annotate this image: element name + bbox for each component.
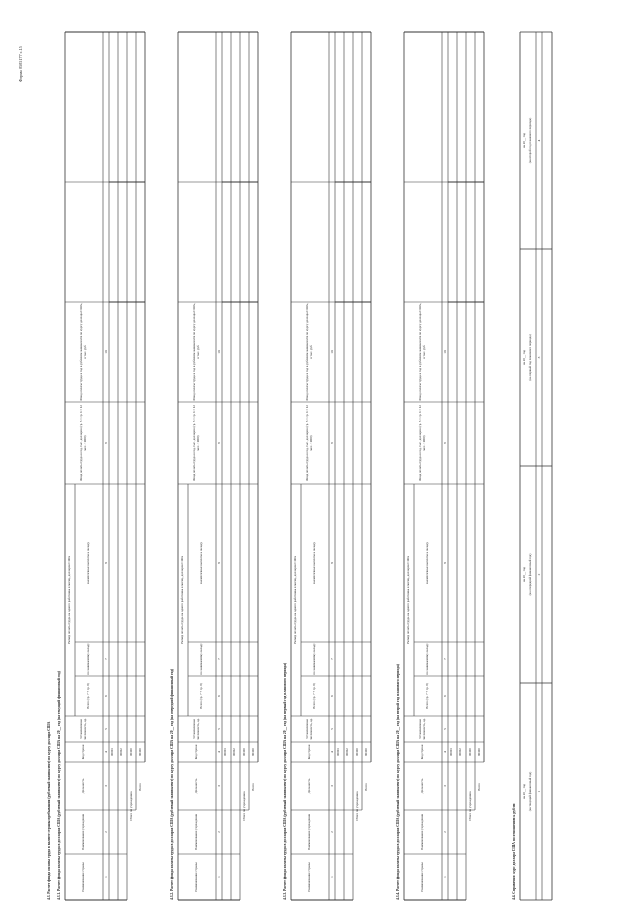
column-number: 9	[443, 442, 447, 444]
subtotal-code: 00100	[242, 748, 246, 756]
subtotal-label: Итого по учреждению	[468, 791, 472, 821]
column-header: Код строки	[194, 744, 199, 760]
column-number: 8	[217, 562, 221, 564]
column-header: Фонд оплаты труда в год в рублевом эквиваленте по курсу доллара США, в тыс. руб	[192, 303, 200, 401]
column-header: Должность	[307, 778, 312, 794]
column-header: ежемесячные выплаты к окладу	[86, 541, 91, 585]
column-number: 10	[443, 350, 447, 354]
exchange-year-header: на 20__ год	[522, 133, 526, 148]
column-number: 6	[330, 695, 334, 697]
column-number: 6	[443, 695, 447, 697]
column-number: 8	[330, 562, 334, 564]
column-number: 3	[443, 785, 447, 787]
column-header: Наименование страны	[194, 862, 199, 892]
exchange-column-number: 2	[537, 573, 541, 576]
column-number: 8	[104, 562, 108, 564]
column-number: 1	[217, 876, 221, 878]
column-header: Наименование учреждения	[81, 814, 86, 850]
column-header: по занимаемому окладу	[312, 643, 317, 675]
column-number: 4	[217, 751, 221, 753]
row-code: 00002	[345, 748, 349, 756]
section-title: 4.3.4. Расчет фонда оплаты труда в долларах США (рублевый эквивалент) по курсу доллара США на 20__ год (на второй год планового периода)	[396, 664, 400, 900]
column-header: Код строки	[307, 744, 312, 760]
column-header: по занимаемому окладу	[425, 643, 430, 675]
column-number: 6	[217, 695, 221, 697]
span-header: Размер оплаты труда на одного работника в месяц, долларов США	[180, 556, 185, 644]
total-code: 90100	[477, 748, 481, 756]
column-header: Наименование учреждения	[420, 814, 425, 850]
exchange-year-header: на 20__ год	[522, 567, 526, 582]
total-code: 90100	[138, 748, 142, 756]
column-number: 5	[104, 728, 108, 730]
row-code: 00002	[458, 748, 462, 756]
column-number: 2	[104, 831, 108, 833]
exchange-title: 4.4. Справочно: курс доллара США по отношению к рублю	[512, 803, 516, 900]
subtotal-code: 00100	[355, 748, 359, 756]
form-code: Форма 0505177 с.15	[18, 46, 23, 82]
exchange-period-label: (на текущий финансовый год)	[528, 771, 532, 812]
exchange-column-number: 1	[537, 790, 541, 793]
column-number: 10	[217, 350, 221, 354]
main-heading: 4.3. Расчет фонда оплаты труда в валюте страны пребывания (рублевый эквивалент) по курсу доллара США	[47, 721, 51, 900]
column-header: Фонд оплаты труда в год в рублевом эквиваленте по курсу доллара США, в тыс. руб	[79, 303, 87, 401]
span-header: Размер оплаты труда на одного работника в месяц, долларов США	[293, 556, 298, 644]
column-header: ежемесячные выплаты к окладу	[425, 541, 430, 585]
column-number: 7	[443, 658, 447, 660]
column-number: 10	[330, 350, 334, 354]
column-number: 3	[330, 785, 334, 787]
column-header: Фонд оплаты труда в год в рублевом эквиваленте по курсу доллара США, в тыс. руб	[305, 303, 313, 401]
column-header: Наименование страны	[307, 862, 312, 892]
column-number: 2	[217, 831, 221, 833]
column-number: 9	[217, 442, 221, 444]
row-code: 00002	[232, 748, 236, 756]
column-header: по занимаемому окладу	[199, 643, 204, 675]
column-number: 4	[443, 751, 447, 753]
column-header: Фонд оплаты труда в год в рублевом эквиваленте по курсу доллара США, в тыс. руб	[418, 303, 426, 401]
column-number: 5	[443, 728, 447, 730]
column-header: Установленная численность, ед.	[418, 718, 426, 740]
column-header: Фонд оплаты труда в год, тыс. долларов (гр. 5 × гр. 6 × 12 мес. / 1000)	[305, 405, 313, 481]
exchange-year-header: на 20__ год	[522, 784, 526, 799]
column-header: Всего (гр. 7 + гр. 8)	[199, 683, 204, 709]
column-header: Наименование учреждения	[194, 814, 199, 850]
subtotal-label: Итого по учреждению	[129, 791, 133, 821]
column-number: 9	[104, 442, 108, 444]
column-header: Должность	[81, 778, 86, 794]
total-label: Всего	[251, 783, 255, 791]
column-number: 8	[443, 562, 447, 564]
column-header: Код строки	[420, 744, 425, 760]
column-number: 6	[104, 695, 108, 697]
exchange-column-number: 3	[537, 356, 541, 359]
column-number: 1	[330, 876, 334, 878]
column-header: Наименование страны	[420, 862, 425, 892]
rotated-landscape-sheet	[20, 2, 620, 902]
column-header: Наименование страны	[81, 862, 86, 892]
row-code: 00001	[223, 748, 227, 756]
column-header: ежемесячные выплаты к окладу	[312, 541, 317, 585]
column-number: 1	[104, 876, 108, 878]
column-header: ежемесячные выплаты к окладу	[199, 541, 204, 585]
column-header: Всего (гр. 7 + гр. 8)	[312, 683, 317, 709]
column-header: Должность	[194, 778, 199, 794]
column-header: Фонд оплаты труда в год, тыс. долларов (гр. 5 × гр. 6 × 12 мес. / 1000)	[192, 405, 200, 481]
total-code: 90100	[251, 748, 255, 756]
subtotal-label: Итого по учреждению	[355, 791, 359, 821]
column-number: 7	[104, 658, 108, 660]
column-header: Фонд оплаты труда в год, тыс. долларов (гр. 5 × гр. 6 × 12 мес. / 1000)	[418, 405, 426, 481]
column-number: 3	[217, 785, 221, 787]
column-number: 4	[330, 751, 334, 753]
column-number: 3	[104, 785, 108, 787]
row-code: 00002	[119, 748, 123, 756]
exchange-period-label: (на второй год планового периода)	[528, 117, 532, 164]
row-code: 00001	[110, 748, 114, 756]
exchange-year-header: на 20__ год	[522, 350, 526, 365]
section-title: 4.3.2. Расчет фонда оплаты труда в долларах США (рублевый эквивалент) по курсу доллара США на 20__ год (на очередной финансовый год)	[170, 668, 174, 900]
column-number: 4	[104, 751, 108, 753]
column-number: 7	[330, 658, 334, 660]
column-number: 2	[330, 831, 334, 833]
column-header: по занимаемому окладу	[86, 643, 91, 675]
column-header: Код строки	[81, 744, 86, 760]
span-header: Размер оплаты труда на одного работника в месяц, долларов США	[67, 556, 72, 644]
column-header: Установленная численность, ед.	[192, 718, 200, 740]
total-code: 90100	[364, 748, 368, 756]
column-number: 7	[217, 658, 221, 660]
column-header: Всего (гр. 7 + гр. 8)	[425, 683, 430, 709]
column-number: 2	[443, 831, 447, 833]
column-header: Должность	[420, 778, 425, 794]
section-title: 4.3.1. Расчет фонда оплаты труда в долларах США (рублевый эквивалент) по курсу доллара США на 20__ год (на текущий финансовый год)	[57, 671, 61, 900]
column-header: Всего (гр. 7 + гр. 8)	[86, 683, 91, 709]
total-label: Всего	[364, 783, 368, 791]
exchange-column-number: 4	[537, 139, 541, 142]
exchange-period-label: (на первый год планового периода)	[528, 334, 532, 381]
column-number: 9	[330, 442, 334, 444]
exchange-period-label: (на очередной финансовый год)	[528, 553, 532, 596]
column-number: 10	[104, 350, 108, 354]
span-header: Размер оплаты труда на одного работника в месяц, долларов США	[406, 556, 411, 644]
section-title: 4.3.3. Расчет фонда оплаты труда в долларах США (рублевый эквивалент) по курсу доллара США на 20__ год (на первый год планового периода)	[283, 662, 287, 900]
column-number: 1	[443, 876, 447, 878]
column-header: Фонд оплаты труда в год, тыс. долларов (гр. 5 × гр. 6 × 12 мес. / 1000)	[79, 405, 87, 481]
subtotal-label: Итого по учреждению	[242, 791, 246, 821]
subtotal-code: 00100	[468, 748, 472, 756]
column-number: 5	[330, 728, 334, 730]
column-header: Установленная численность, ед.	[305, 718, 313, 740]
row-code: 00001	[449, 748, 453, 756]
column-header: Наименование учреждения	[307, 814, 312, 850]
column-number: 5	[217, 728, 221, 730]
row-code: 00001	[336, 748, 340, 756]
total-label: Всего	[138, 783, 142, 791]
column-header: Установленная численность, ед.	[79, 718, 87, 740]
subtotal-code: 00100	[129, 748, 133, 756]
total-label: Всего	[477, 783, 481, 791]
